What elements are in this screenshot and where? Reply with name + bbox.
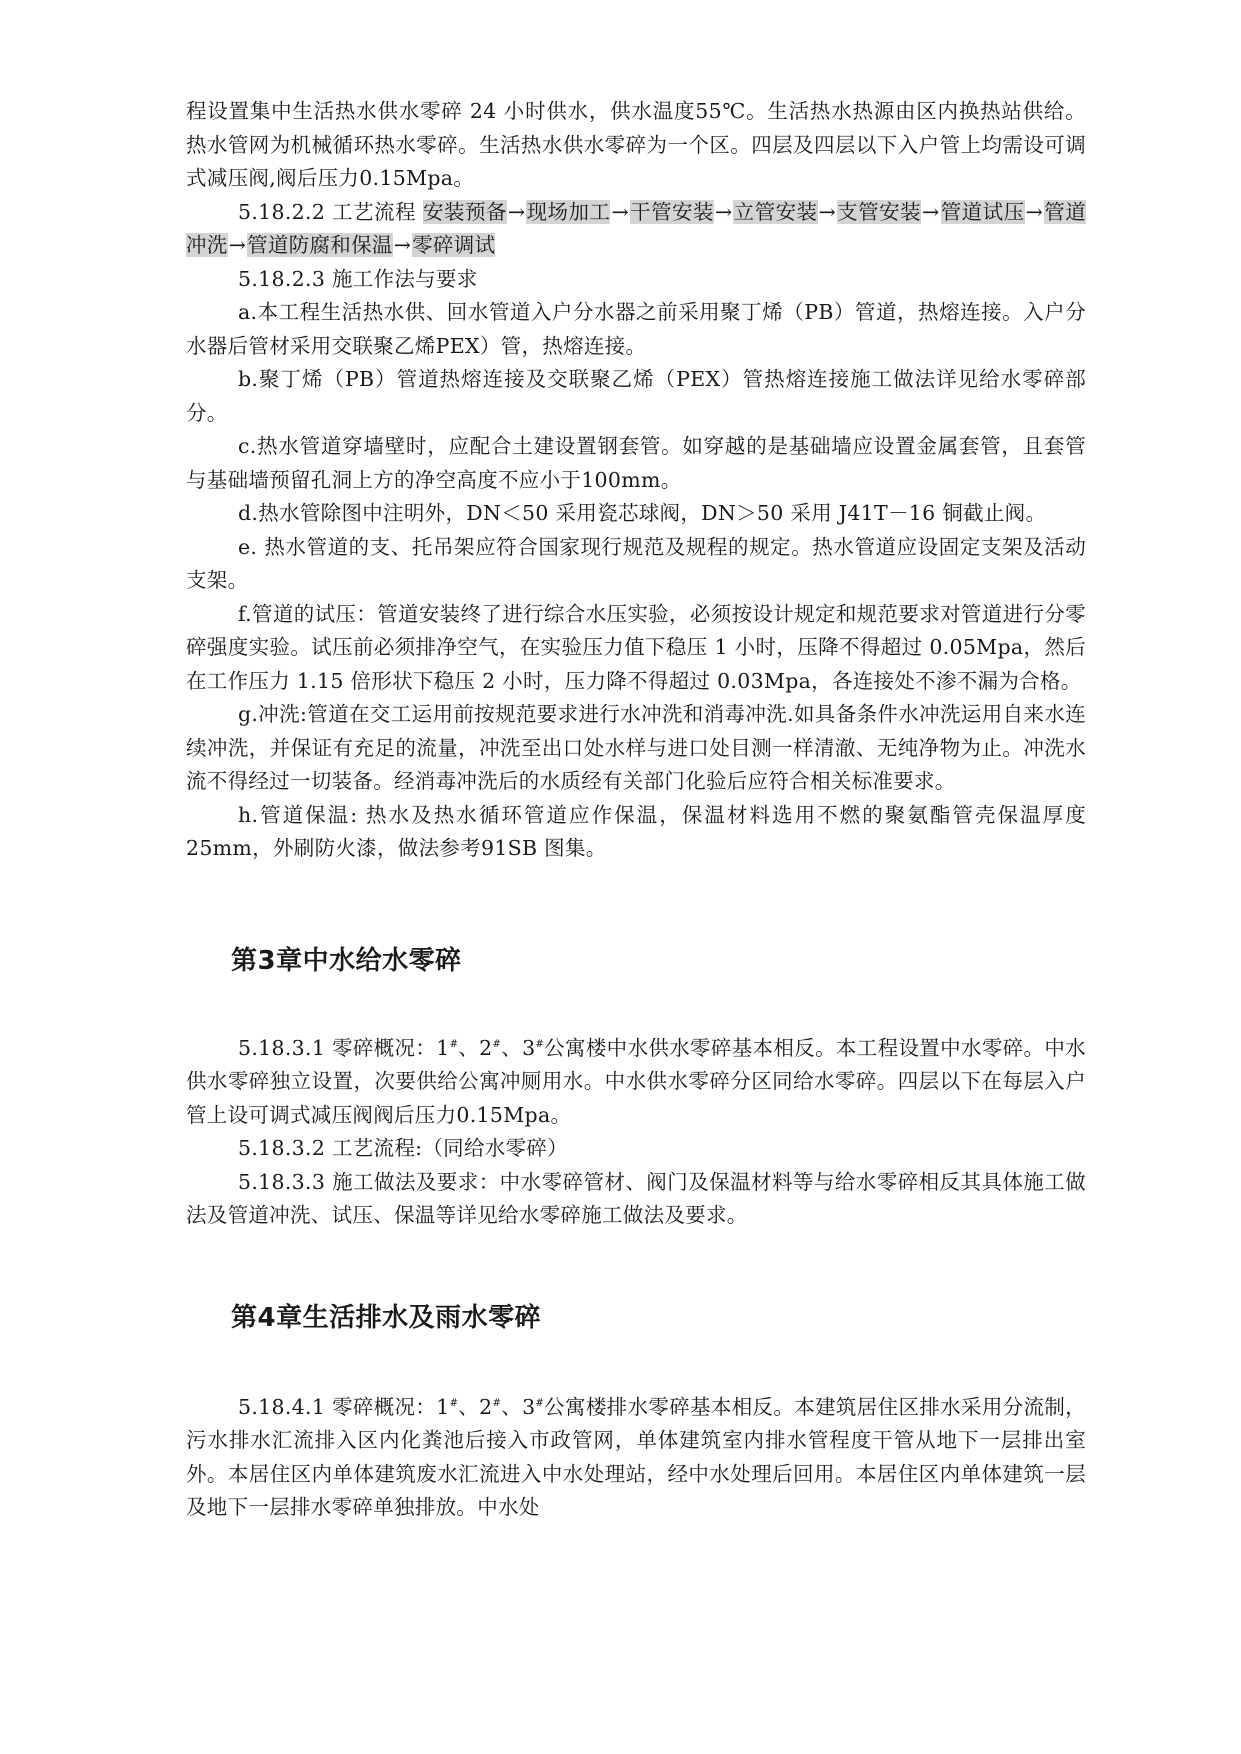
paragraph-process-flow	[186, 196, 1086, 263]
method-item-e: e. 热水管道的支、托吊架应符合国家现行规范及规程的规定。热水管道应设固定支架及活动支架。	[186, 534, 1086, 592]
overview-text: 、3	[501, 1394, 536, 1419]
building-number-mark: #	[492, 1038, 502, 1050]
arrow-icon: →	[714, 199, 733, 224]
arrow-icon: →	[228, 233, 247, 257]
method-item-g: g.冲洗:管道在交工运用前按规范要求进行水冲洗和消毒冲洗.如具备条件水冲洗运用自来水连续冲洗，并保证有充足的流量，冲洗至出口处水样与进口处目测一样清澈、无纯净物为止。冲洗水流不得经过一切装备。经消毒冲洗后的水质经有关部门化验后应符合相关标准要求。	[186, 702, 1086, 793]
chapter-4-overview	[186, 1391, 1086, 1525]
chapter-3-process: 5.18.3.2 工艺流程:（同给水零碎）	[238, 1136, 568, 1160]
building-number-mark: #	[535, 1038, 545, 1050]
process-step: 零碎调试	[412, 233, 496, 257]
chapter-3-heading: 第3章中水给水零碎	[231, 945, 462, 976]
method-title: 5.18.2.3 施工作法与要求	[238, 266, 478, 291]
method-item-c: c.热水管道穿墙壁时，应配合土建设置钢套管。如穿越的是基础墙应设置金属套管，且套管与基础墙预留孔洞上方的净空高度不应小于100mm。	[186, 434, 1086, 492]
overview-text: 5.18.4.1 零碎概况：1	[238, 1394, 450, 1419]
overview-text: 、2	[458, 1035, 493, 1060]
arrow-icon: →	[1025, 199, 1044, 224]
building-number-mark: #	[449, 1397, 459, 1409]
method-item-f: f.管道的试压：管道安装终了进行综合水压实验，必须按设计规定和规范要求对管道进行分零碎强度实验。试压前必须排净空气，在实验压力值下稳压 1 小时，压降不得超过 0.05Mpa，然后在工作压力 1.15 倍形状下稳压 2 小时，压力降不得超过 0.03Mpa，各连接处不渗不漏为合格。	[186, 601, 1087, 693]
process-step: 管道试压	[940, 199, 1025, 224]
arrow-icon: →	[393, 233, 412, 257]
overview-text: 、3	[501, 1035, 536, 1060]
building-number-mark: #	[492, 1397, 502, 1409]
process-step: 管道冲洗	[186, 199, 1087, 257]
arrow-icon: →	[922, 199, 940, 224]
arrow-icon: →	[818, 199, 836, 224]
overview-text: 公寓楼排水零碎基本相反。本建筑居住区排水采用分流制，污水排水汇流排入区内化粪池后接入市政管网，单体建筑室内排水管程度干管从地下一层排出室外。本居住区内单体建筑废水汇流进入中水处理站，经中水处理后回用。本居住区内单体建筑一层及地下一层排水零碎单独排放。中水处	[186, 1394, 1086, 1519]
process-step: 立管安装	[733, 199, 818, 224]
process-step: 现场加工	[526, 199, 611, 224]
process-step: 管道防腐和保温	[247, 233, 393, 257]
method-item-a: a.本工程生活热水供、回水管道入户分水器之前采用聚丁烯（PB）管道，热熔连接。入户分水器后管材采用交联聚乙烯PEX）管，热熔连接。	[186, 300, 1086, 358]
page-content	[186, 95, 1086, 1525]
overview-text: 、2	[458, 1394, 493, 1419]
overview-text: 5.18.3.1 零碎概况：1	[238, 1035, 450, 1060]
process-step: 支管安装	[837, 199, 922, 224]
chapter-3-method: 5.18.3.3 施工做法及要求：中水零碎管材、阀门及保温材料等与给水零碎相反其具体施工做法及管道冲洗、试压、保温等详见给水零碎施工做法及要求。	[186, 1169, 1086, 1227]
overview-text: 公寓楼中水供水零碎基本相反。本工程设置中水零碎。中水供水零碎独立设置，次要供给公寓冲厕用水。中水供水零碎分区同给水零碎。四层以下在每层入户管上设可调式减压阀阀后压力0.15Mpa。	[186, 1035, 1086, 1127]
method-item-d: d.热水管除图中注明外，DN＜50 采用瓷芯球阀，DN＞50 采用 J41T－16 铜截止阀。	[238, 501, 1047, 525]
paragraph-hot-water-intro: 程设置集中生活热水供水零碎 24 小时供水，供水温度55℃。生活热水热源由区内换热站供给。热水管网为机械循环热水零碎。生活热水供水零碎为一个区。四层及四层以下入户管上均需设可调式减压阀,阀后压力0.15Mpa。	[186, 99, 1086, 190]
arrow-icon: →	[507, 199, 526, 224]
process-label: 5.18.2.2 工艺流程	[238, 199, 417, 224]
building-number-mark: #	[535, 1397, 545, 1409]
method-item-b: b.聚丁烯（PB）管道热熔连接及交联聚乙烯（PEX）管热熔连接施工做法详见给水零碎部分。	[186, 367, 1086, 425]
process-step: 安装预备	[423, 199, 507, 224]
method-item-h: h.管道保温: 热水及热水循环管道应作保温，保温材料选用不燃的聚氨酯管壳保温厚度25mm，外刷防火漆，做法参考91SB 图集。	[186, 802, 1086, 860]
arrow-icon: →	[611, 199, 629, 224]
building-number-mark: #	[449, 1038, 459, 1050]
chapter-4-heading: 第4章生活排水及雨水零碎	[231, 1302, 542, 1333]
process-step: 干管安装	[629, 199, 714, 224]
chapter-3-overview	[186, 1032, 1086, 1133]
